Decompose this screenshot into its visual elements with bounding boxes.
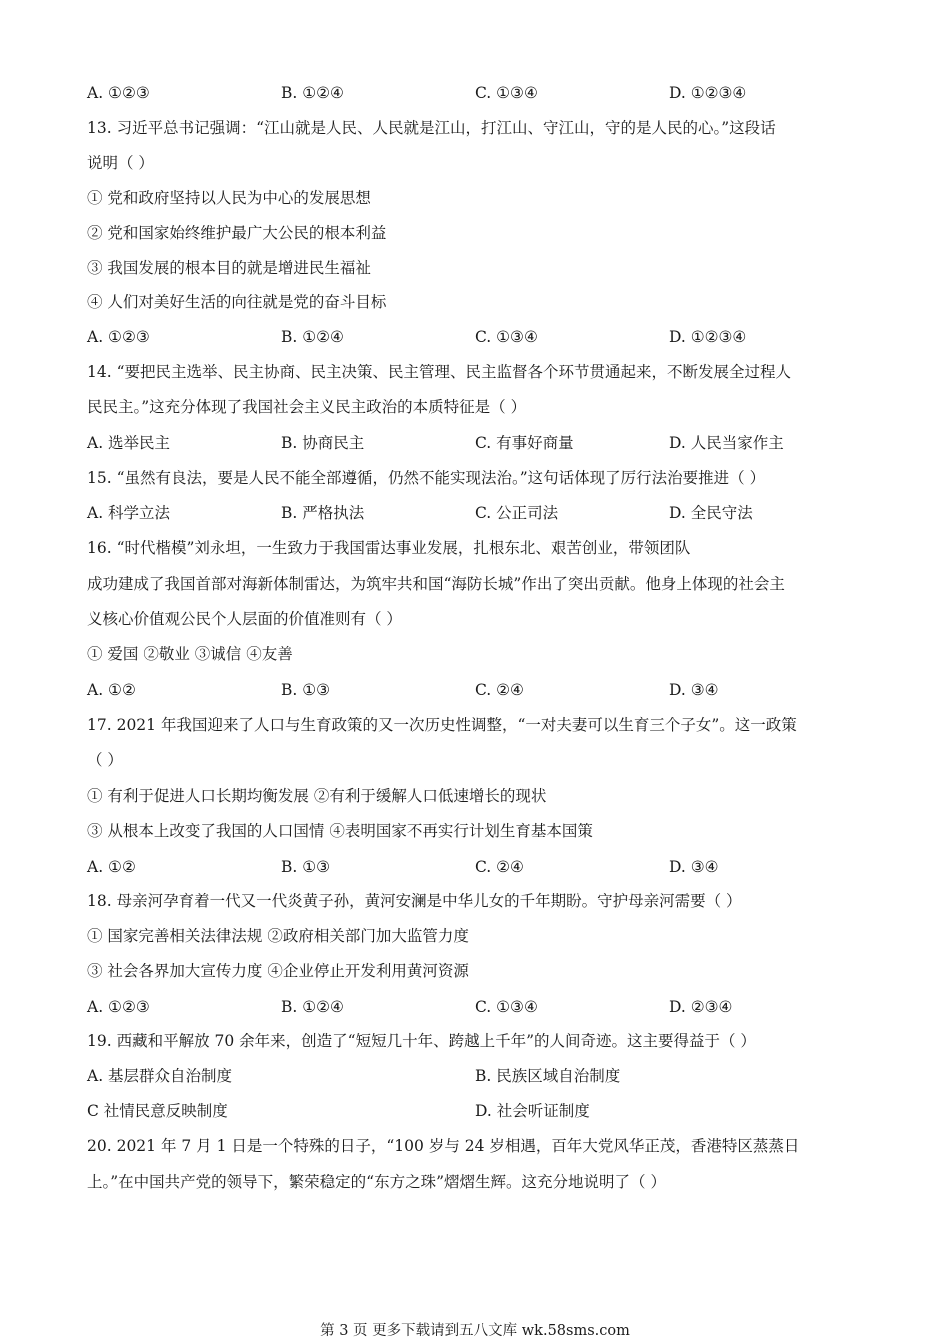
option-b: B. 民族区域自治制度 (475, 1067, 621, 1085)
q14-stem-line2: 民民主。”这充分体现了我国社会主义民主政治的本质特征是（ ） (87, 398, 527, 416)
q18-options (87, 997, 877, 1017)
option-b: B. ①②④ (281, 84, 344, 102)
q18-item-1: ① 国家完善相关法律法规 ②政府相关部门加大监管力度 (87, 927, 469, 945)
option-d: D. 人民当家作主 (669, 434, 784, 452)
option-b: B. 协商民主 (281, 434, 365, 452)
q13-item-1: ① 党和政府坚持以人民为中心的发展思想 (87, 189, 371, 207)
option-c: C. ①③④ (475, 328, 538, 346)
q16-options (87, 680, 877, 700)
option-d: D. ③④ (669, 858, 719, 876)
option-a: A. ①②③ (87, 84, 150, 102)
q18-stem: 18. 母亲河孕育着一代又一代炎黄子孙，黄河安澜是中华儿女的千年期盼。守护母亲河需要（ ） (87, 892, 742, 910)
q17-item-1: ① 有利于促进人口长期均衡发展 ②有利于缓解人口低速增长的现状 (87, 787, 547, 805)
q13-item-2: ② 党和国家始终维护最广大公民的根本利益 (87, 224, 387, 242)
option-b: B. 严格执法 (281, 504, 365, 522)
option-c: C. 公正司法 (475, 504, 559, 522)
q13-stem-line2: 说明（ ） (87, 154, 154, 172)
option-c: C. ②④ (475, 858, 524, 876)
q16-stem-line3: 义核心价值观公民个人层面的价值准则有（ ） (87, 610, 402, 628)
q20-stem-line2: 上。”在中国共产党的领导下，繁荣稳定的“东方之珠”熠熠生辉。这充分地说明了（ ） (87, 1173, 666, 1191)
option-d: D. ②③④ (669, 998, 733, 1016)
option-c: C 社情民意反映制度 (87, 1102, 228, 1120)
option-b: B. ①③ (281, 681, 331, 699)
q13-item-3: ③ 我国发展的根本目的就是增进民生福祉 (87, 259, 371, 277)
q16-stem-line2: 成功建成了我国首部对海新体制雷达，为筑牢共和国“海防长城”作出了突出贡献。他身上体现的社会主 (87, 575, 785, 593)
option-b: B. ①②④ (281, 998, 344, 1016)
option-c: C. 有事好商量 (475, 434, 574, 452)
q16-item-1: ① 爱国 ②敬业 ③诚信 ④友善 (87, 645, 293, 663)
q17-stem-line2: （ ） (87, 751, 123, 769)
option-b: B. ①②④ (281, 328, 344, 346)
q17-item-2: ③ 从根本上改变了我国的人口国情 ④表明国家不再实行计划生育基本国策 (87, 822, 593, 840)
option-a: A. 科学立法 (87, 504, 171, 522)
q14-options (87, 433, 877, 453)
q17-options (87, 857, 877, 877)
q15-options (87, 503, 877, 523)
page-footer: 第 3 页 更多下载请到五八文库 wk.58sms.com (320, 1323, 630, 1339)
option-a: A. ①②③ (87, 998, 150, 1016)
option-d: D. ①②③④ (669, 328, 747, 346)
option-d: D. ③④ (669, 681, 719, 699)
option-a: A. ①② (87, 681, 136, 699)
q14-stem-line1: 14. “要把民主选举、民主协商、民主决策、民主管理、民主监督各个环节贯通起来，不断发展全过程人 (87, 363, 792, 381)
q16-stem-line1: 16. “时代楷模”刘永坦，一生致力于我国雷达事业发展，扎根东北、艰苦创业，带领团队 (87, 539, 691, 557)
q20-stem-line1: 20. 2021 年 7 月 1 日是一个特殊的日子，“100 岁与 24 岁相遇，百年大党风华正茂，香港特区蒸蒸日 (87, 1137, 800, 1155)
q15-stem: 15. “虽然有良法，要是人民不能全部遵循，仍然不能实现法治。”这句话体现了厉行法治要推进（ ） (87, 469, 766, 487)
option-a: A. 选举民主 (87, 434, 171, 452)
q19-options-row1 (87, 1066, 877, 1086)
option-a: A. ①② (87, 858, 136, 876)
option-d: D. 社会听证制度 (475, 1102, 590, 1120)
q19-options-row2 (87, 1101, 877, 1121)
option-b: B. ①③ (281, 858, 331, 876)
q19-stem: 19. 西藏和平解放 70 余年来，创造了“短短几十年、跨越上千年”的人间奇迹。这主要得益于（ ） (87, 1032, 756, 1050)
option-c: C. ①③④ (475, 84, 538, 102)
q12-options (87, 83, 877, 103)
q13-item-4: ④ 人们对美好生活的向往就是党的奋斗目标 (87, 293, 387, 311)
option-a: A. 基层群众自治制度 (87, 1067, 233, 1085)
option-d: D. 全民守法 (669, 504, 753, 522)
option-c: C. ②④ (475, 681, 524, 699)
option-a: A. ①②③ (87, 328, 150, 346)
option-d: D. ①②③④ (669, 84, 747, 102)
q13-stem-line1: 13. 习近平总书记强调：“江山就是人民、人民就是江山，打江山、守江山，守的是人民的心。”这段话 (87, 119, 776, 137)
q17-stem-line1: 17. 2021 年我国迎来了人口与生育政策的又一次历史性调整，“一对夫妻可以生育三个子女”。这一政策 (87, 716, 797, 734)
q18-item-2: ③ 社会各界加大宣传力度 ④企业停止开发利用黄河资源 (87, 962, 469, 980)
q13-options (87, 327, 877, 347)
option-c: C. ①③④ (475, 998, 538, 1016)
